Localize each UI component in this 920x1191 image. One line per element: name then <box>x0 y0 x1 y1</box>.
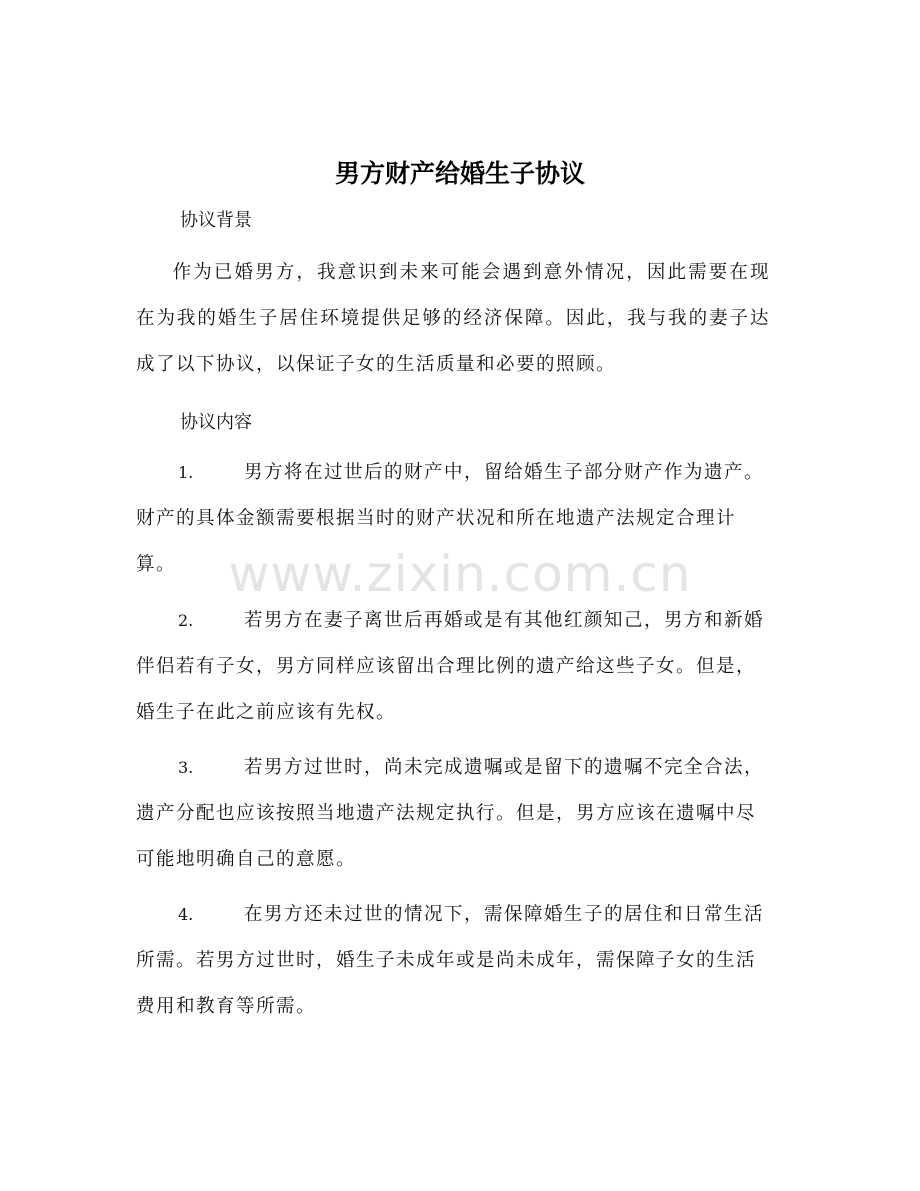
list-item <box>136 892 770 1030</box>
list-item <box>136 450 770 588</box>
list-item <box>136 745 770 883</box>
list-item-text: 男方将在过世后的财产中，留给婚生子部分财产作为遗产。财产的具体金额需要根据当时的财产状况和所在地遗产法规定合理计算。 <box>136 462 765 575</box>
list-item-text: 若男方在妻子离世后再婚或是有其他红颜知己，男方和新婚伴侣若有子女，男方同样应该留出合理比例的遗产给这些子女。但是，婚生子在此之前应该有先权。 <box>136 610 765 723</box>
background-paragraph-text: 作为已婚男方，我意识到未来可能会遇到意外情况，因此需要在现在为我的婚生子居住环境提供足够的经济保障。因此，我与我的妻子达成了以下协议，以保证子女的生活质量和必要的照顾。 <box>136 262 770 375</box>
watermark: www.zixin.com.cn <box>228 545 692 603</box>
list-item-number: 3. <box>178 758 194 777</box>
section-heading-content: 协议内容 <box>180 412 252 433</box>
section-heading-background: 协议背景 <box>180 210 252 231</box>
list-item-number: 4. <box>178 905 194 924</box>
list-item-number: 2. <box>178 611 194 630</box>
list-item <box>136 598 770 736</box>
list-item-text: 在男方还未过世的情况下，需保障婚生子的居住和日常生活所需。若男方过世时，婚生子未成年或是尚未成年，需保障子女的生活费用和教育等所需。 <box>136 904 765 1017</box>
list-item-number: 1. <box>178 463 194 482</box>
background-paragraph <box>136 250 770 388</box>
list-item-text: 若男方过世时，尚未完成遗嘱或是留下的遗嘱不完全合法，遗产分配也应该按照当地遗产法规定执行。但是，男方应该在遗嘱中尽可能地明确自己的意愿。 <box>136 757 765 870</box>
document-title: 男方财产给婚生子协议 <box>334 159 585 188</box>
